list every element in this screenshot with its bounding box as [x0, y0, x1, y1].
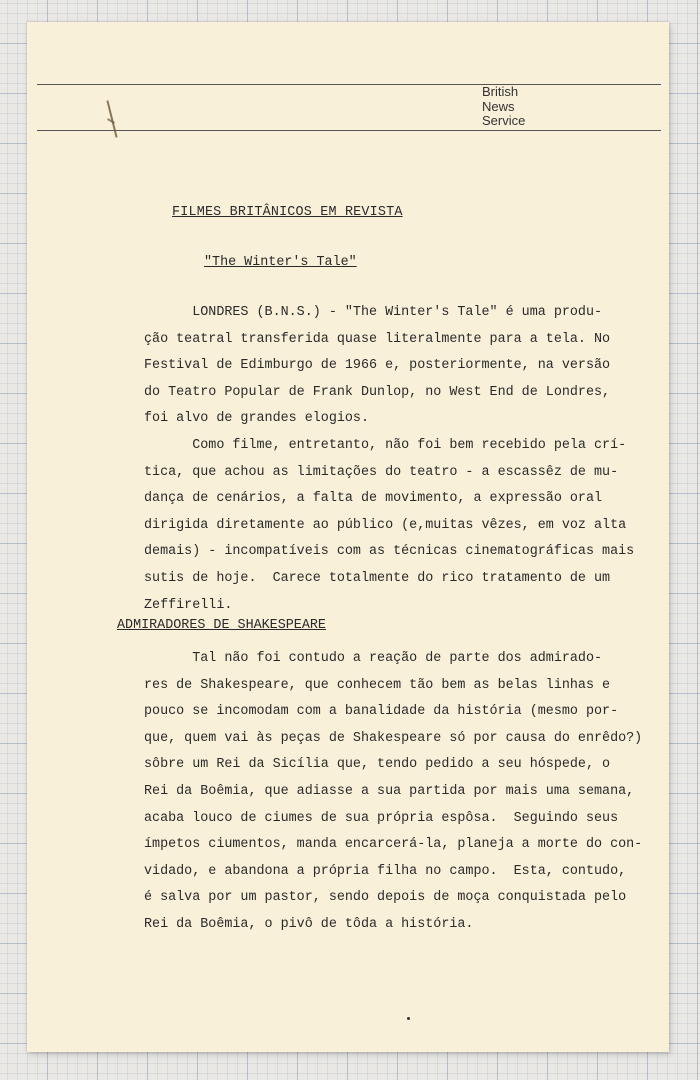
section-heading: ADMIRADORES DE SHAKESPEARE	[117, 618, 326, 633]
logo-line: British	[482, 84, 519, 99]
text-line: Festival de Edimburgo de 1966 e, posteriormente, na versão	[144, 358, 611, 374]
text-line: LONDRES (B.N.S.) - "The Winter's Tale" é uma produ-	[144, 305, 603, 320]
text-line: ímpetos ciumentos, manda encarcerá-la, planeja a morte do con-	[144, 837, 643, 853]
text-line: Tal não foi contudo a reação de parte dos admirado-	[144, 651, 603, 666]
text-line: Zeffirelli.	[144, 597, 233, 613]
logo-line: Service	[482, 113, 526, 128]
text-line: é salva por um pastor, sendo depois de moça conquistada pelo	[144, 890, 627, 906]
british-news-service-logo	[482, 85, 525, 129]
text-line: pouco se incomodam com a banalidade da história (mesmo por-	[144, 704, 619, 720]
text-line: sôbre um Rei da Sicília que, tendo pedido a seu hóspede, o	[144, 757, 611, 773]
text-line: sutis de hoje. Carece totalmente do rico tratamento de um	[144, 570, 611, 586]
document-subtitle: "The Winter's Tale"	[204, 255, 357, 270]
header-rule-bottom	[37, 130, 661, 131]
header-rule-top	[37, 84, 661, 85]
text-line: dança de cenários, a falta de movimento, a expressão oral	[144, 491, 603, 507]
text-line: acaba louco de ciumes de sua própria espôsa. Seguindo seus	[144, 810, 619, 826]
text-line: do Teatro Popular de Frank Dunlop, no West End de Londres,	[144, 384, 611, 400]
text-line: Rei da Boêmia, que adiasse a sua partida por mais uma semana,	[144, 783, 635, 799]
text-line: ção teatral transferida quase literalmente para a tela. No	[144, 331, 611, 347]
body-paragraphs	[144, 300, 635, 619]
document-title: FILMES BRITÂNICOS EM REVISTA	[172, 205, 403, 220]
body-paragraphs	[144, 646, 643, 939]
text-line: Como filme, entretanto, não foi bem recebido pela crí-	[144, 437, 627, 453]
text-line: res de Shakespeare, que conhecem tão bem as belas linhas e	[144, 677, 611, 693]
text-line: dirigida diretamente ao público (e,muitas vêzes, em voz alta	[144, 517, 627, 533]
text-line: que, quem vai às peças de Shakespeare só por causa do enrêdo?)	[144, 730, 643, 746]
ink-dot	[407, 1017, 410, 1020]
text-line: tica, que achou as limitações do teatro - a escassêz de mu-	[144, 464, 619, 480]
document-sheet	[27, 22, 669, 1052]
text-line: vidado, e abandona a própria filha no campo. Esta, contudo,	[144, 863, 627, 879]
text-line: Rei da Boêmia, o pivô de tôda a história.	[144, 916, 474, 932]
text-line: foi alvo de grandes elogios.	[144, 411, 369, 427]
logo-line: News	[482, 98, 515, 114]
text-line: demais) - incompatíveis com as técnicas cinematográficas mais	[144, 544, 635, 560]
